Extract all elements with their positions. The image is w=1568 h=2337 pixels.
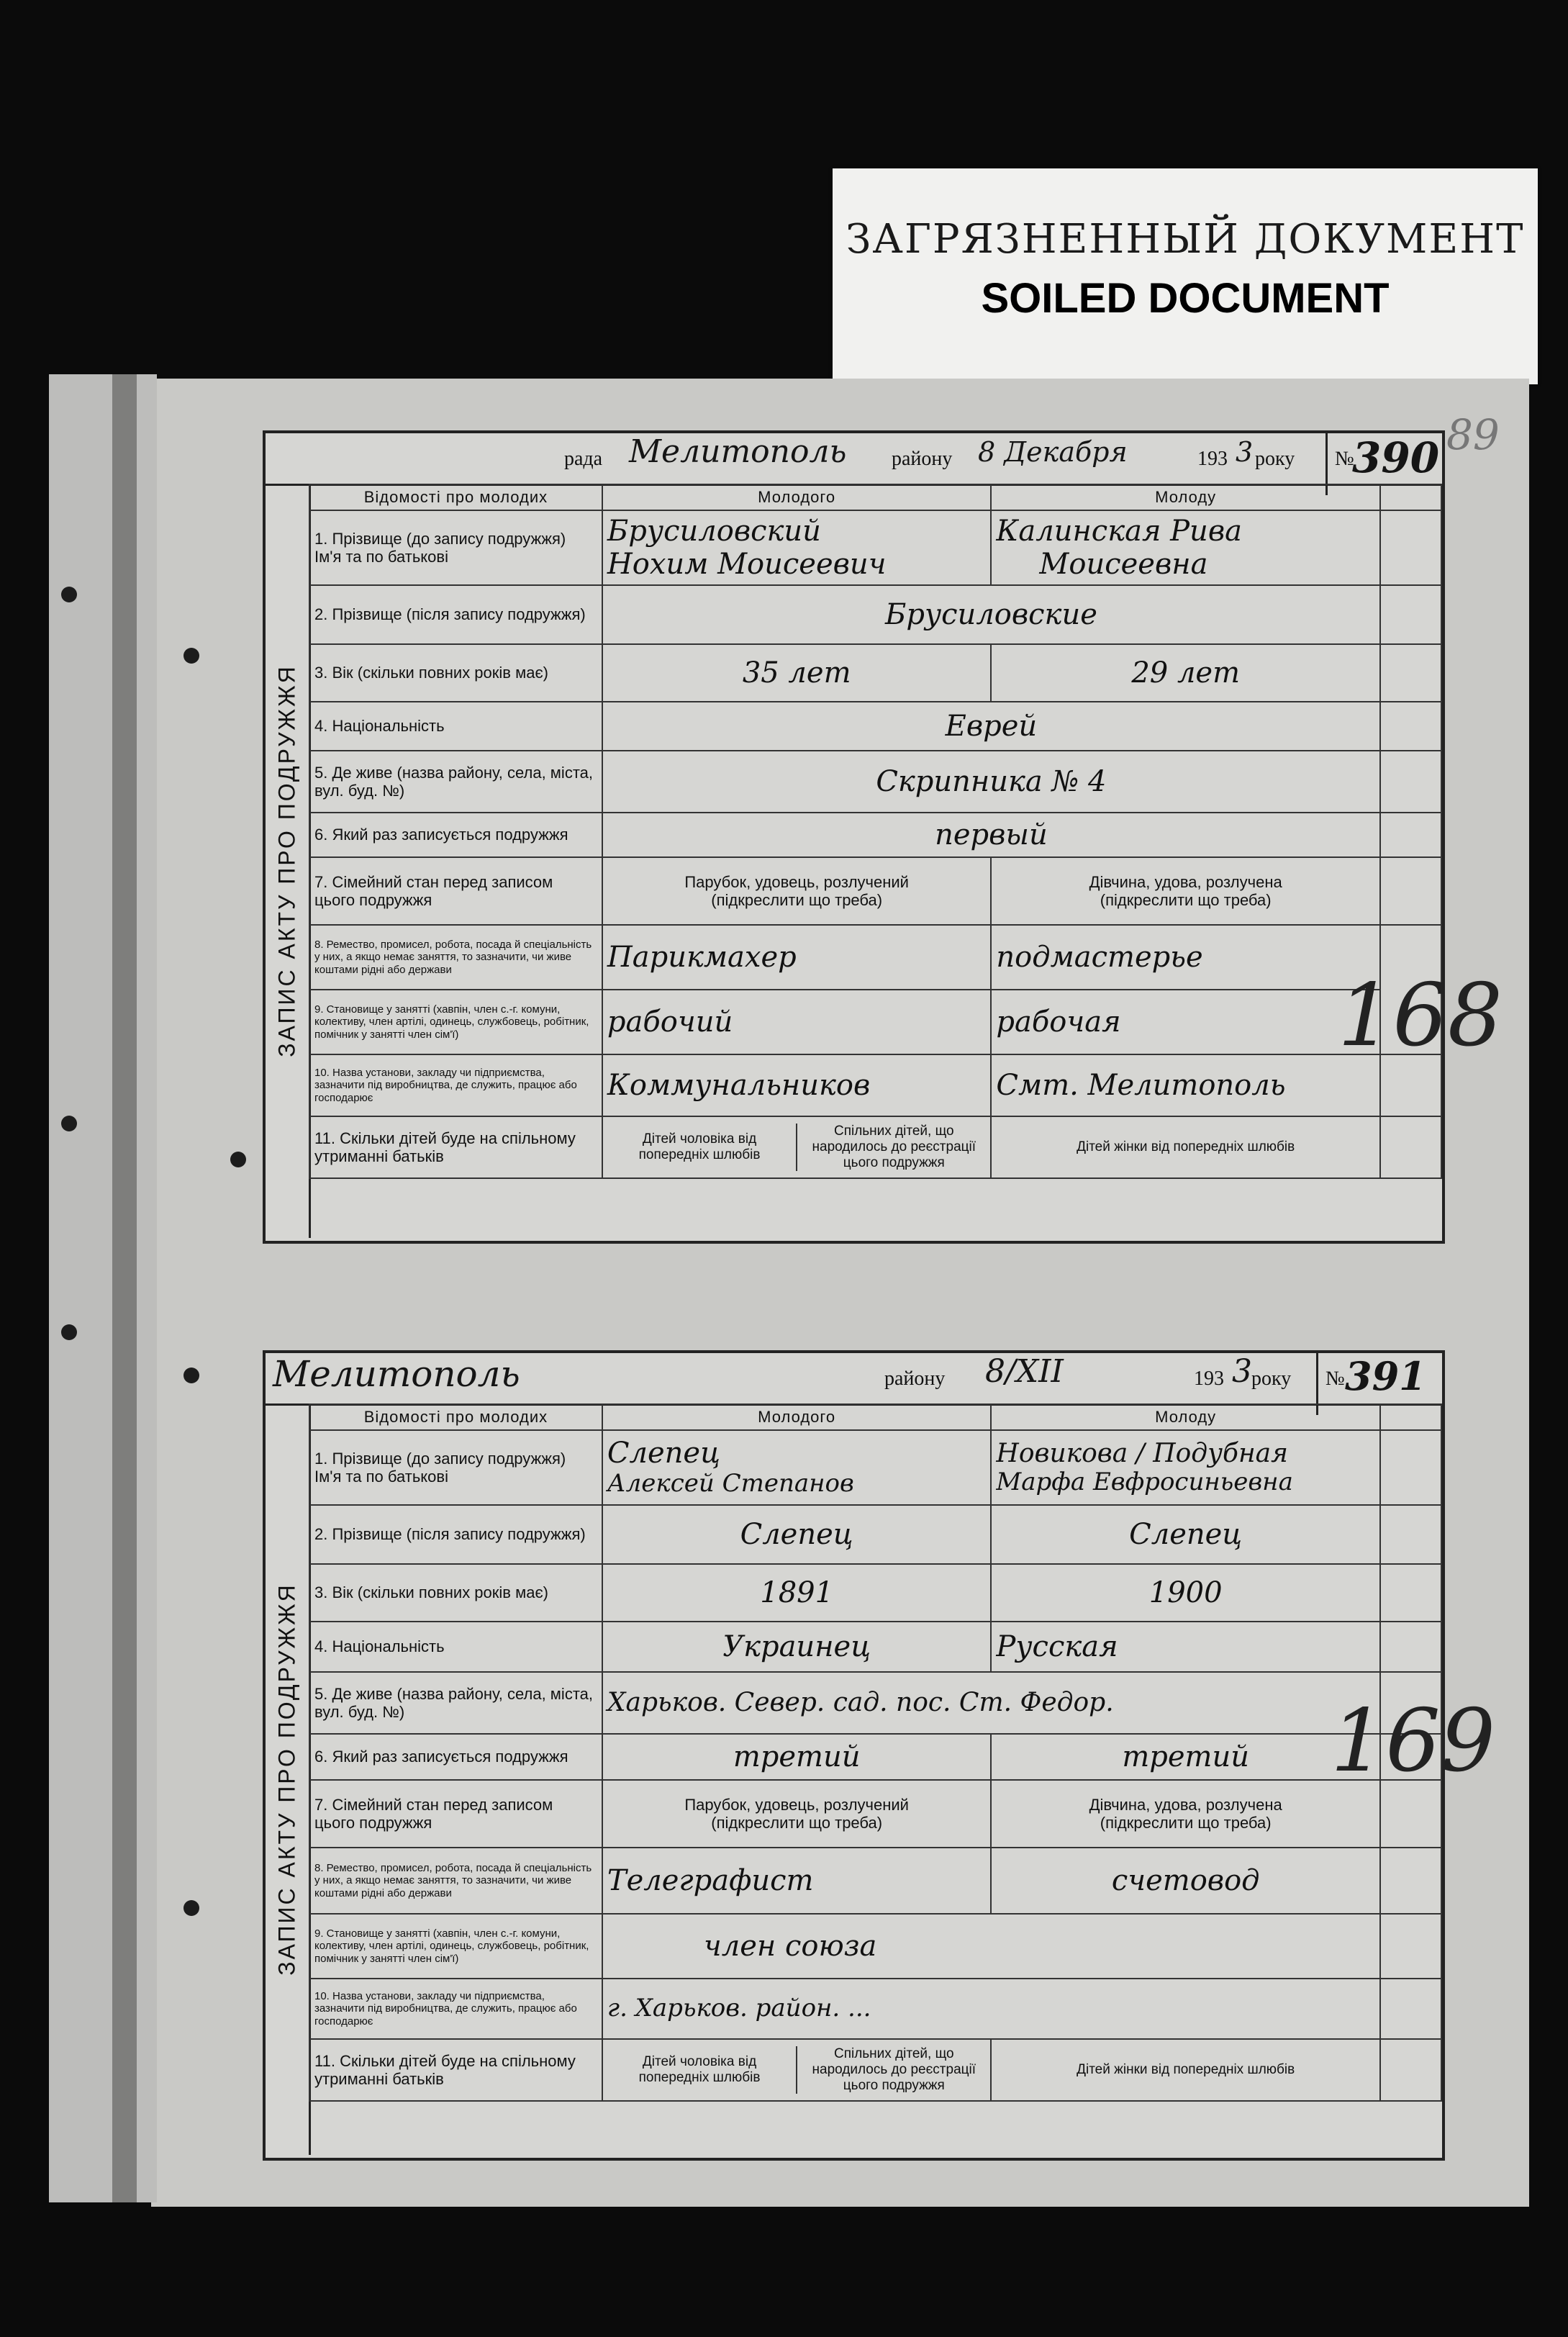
- q7: 7. Сімейний стан перед записом цього подружжя: [309, 1780, 602, 1848]
- groom-surname: Слепец: [607, 1437, 720, 1470]
- groom-nationality: Украинец: [722, 1630, 871, 1663]
- bride-trade: счетовод: [1111, 1864, 1260, 1897]
- q6: 6. Який раз записується подружжя: [309, 1734, 602, 1780]
- q9: 9. Становище у занятті (хавпін, член с.-г. комуни, колективу, член артілі, одинець, службовець, робітник, помічник у занятті член сім'ї): [309, 990, 602, 1054]
- times-married: первый: [935, 818, 1048, 851]
- record-number: 390: [1352, 433, 1440, 482]
- q4: 4. Національність: [309, 1622, 602, 1672]
- address: Харьков. Север. сад. пос. Ст. Федор.: [607, 1688, 1114, 1718]
- q6: 6. Який раз записується подружжя: [309, 813, 602, 857]
- margin-number: 168: [1338, 966, 1503, 1066]
- stamp-en: SOILED DOCUMENT: [981, 275, 1390, 322]
- bride-name: Моисеевна: [1039, 548, 1208, 581]
- rok-label: року: [1255, 448, 1295, 470]
- q3: 3. Вік (скільки повних років має): [309, 1564, 602, 1622]
- year-prefix: 193: [1197, 448, 1228, 470]
- q2: 2. Прізвище (після запису подружжя): [309, 585, 602, 644]
- raion-label: району: [884, 1368, 946, 1390]
- binding-hole: [61, 587, 77, 602]
- col-header-bride: Молоду: [991, 1404, 1380, 1430]
- place: Мелитополь: [273, 1353, 520, 1395]
- place: Мелитополь: [629, 433, 847, 470]
- number-label: №: [1325, 433, 1354, 495]
- address: Скрипника № 4: [876, 765, 1107, 798]
- binding-hole: [183, 1900, 199, 1916]
- bride-times: третий: [1122, 1740, 1250, 1773]
- year-prefix: 193: [1194, 1368, 1224, 1390]
- record-header: [266, 1353, 1442, 1406]
- record-header: [266, 433, 1442, 486]
- binding-hole: [183, 648, 199, 664]
- q7: 7. Сімейний стан перед записом цього подружжя: [309, 857, 602, 925]
- bride-name: Марфа Евфросиньевна: [996, 1468, 1293, 1497]
- groom-surname: Брусиловский: [607, 515, 821, 548]
- bride-trade: подмастерье: [996, 941, 1203, 974]
- q10: 10. Назва установи, закладу чи підприємства, зазначити під виробництва, де служить, працює або господарює: [309, 1979, 602, 2039]
- q9: 9. Становище у занятті (хавпін, член с.-г. комуни, колективу, член артілі, одинець, службовець, робітник, помічник у занятті член сім'ї): [309, 1914, 602, 1979]
- org: г. Харьков. район. ...: [607, 1994, 871, 2023]
- margin-number: 169: [1331, 1691, 1496, 1791]
- col-header: Відомості про молодих: [309, 1404, 602, 1430]
- bride-nationality: Русская: [996, 1630, 1118, 1663]
- stamp-ru: ЗАГРЯЗНЕННЫЙ ДОКУМЕНТ: [846, 216, 1525, 263]
- groom-name: Нохим Моисеевич: [607, 548, 887, 581]
- rada-label: рада: [564, 448, 603, 470]
- col-header-groom: Молодого: [602, 1404, 992, 1430]
- bride-age: 29 лет: [1131, 656, 1241, 690]
- date: 8 Декабря: [978, 436, 1128, 468]
- q8: 8. Ремество, промисел, робота, посада й спеціальність у них, а якщо немає заняття, то зазначити, чи живе коштами рідні або держави: [309, 925, 602, 990]
- q5: 5. Де живе (назва району, села, міста, вул. буд. №): [309, 1672, 602, 1734]
- groom-times: третий: [733, 1740, 861, 1773]
- bride-org: Смт. Мелитополь: [996, 1069, 1286, 1102]
- rok-label: року: [1251, 1368, 1292, 1390]
- soiled-document-label: [833, 168, 1538, 384]
- q11: 11. Скільки дітей буде на спільному утриманні батьків: [309, 1116, 602, 1178]
- groom-trade: Телеграфист: [607, 1864, 814, 1897]
- section-title: ЗАПИС АКТУ ПРО ПОДРУЖЖЯ: [266, 1403, 311, 2155]
- binding-hole: [230, 1152, 246, 1167]
- groom-trade: Парикмахер: [607, 941, 797, 974]
- binding-hole: [61, 1116, 77, 1131]
- q2: 2. Прізвище (після запису подружжя): [309, 1505, 602, 1564]
- bride-new-surname: Слепец: [1129, 1518, 1243, 1551]
- page-binding: [49, 374, 157, 2202]
- section-title: ЗАПИС АКТУ ПРО ПОДРУЖЖЯ: [266, 484, 311, 1238]
- bride-position: рабочая: [996, 1005, 1121, 1039]
- raion-label: району: [892, 448, 953, 470]
- q8: 8. Ремество, промисел, робота, посада й спеціальність у них, а якщо немає заняття, то зазначити, чи живе коштами рідні або держави: [309, 1848, 602, 1914]
- q11: 11. Скільки дітей буде на спільному утриманні батьків: [309, 2039, 602, 2101]
- corner-mark: 89: [1446, 410, 1500, 459]
- marriage-record-2: [263, 1350, 1496, 2161]
- bride-surname: Новикова / Подубная: [996, 1438, 1288, 1468]
- bride-surname: Калинская Рива: [996, 515, 1242, 548]
- record-table: Відомості про молодих Молодого Молоду 1. Прізвище (до запису подружжя) Ім'я та по батькові Слепец Алексей Степанов Новикова / Подубная Марфа Евфросиньевна 2. Прізвище (після запису подружжя) Слепец Слепец 3. Вік (скільки повних років має) 1891 1900 4. Національність Украинец Русская 5. Де живе (назва району, села, міста, вул. буд. №) Харьков. Север. сад. пос. Ст. Федор. 6. Який раз записується подружжя третий третий 7. Сімейний стан перед записом цього подружжя Парубок, удовець, розлучений (підкреслити що треба) Дівчина, удова, розлучена (підкреслити що треба) 8. Ремество, промисел, робота, посада й спеціальність у них, а якщо немає заняття, то зазначити, чи живе коштами рідні або держави Телеграфист счетовод 9. Становище у занятті (хавпін, член с.-г. комуни, колективу, член артілі, одинець, службовець, робітник, помічник у занятті член сім'ї) член союза 10. Назва установи, закладу чи підприємства, зазначити під виробництва, де служить, працює або господарює г. Харьков. район. ... 11. Скільки дітей буде на спільному утриманні батьків Дітей чоловіка від попередніх шлюбів Спільних дітей, що народилось до реєстрації цього подружжя Дітей жінки від попередніх шлюбів: [309, 1403, 1442, 2102]
- groom-name: Алексей Степанов: [607, 1469, 854, 1499]
- q5: 5. Де живе (назва району, села, міста, вул. буд. №): [309, 751, 602, 813]
- groom-age: 35 лет: [742, 656, 851, 690]
- q10: 10. Назва установи, закладу чи підприємства, зазначити під виробництва, де служить, працює або господарює: [309, 1054, 602, 1116]
- binding-hole: [183, 1368, 199, 1383]
- nationality: Еврей: [945, 710, 1038, 743]
- groom-position: рабочий: [607, 1005, 733, 1039]
- year-digit: 3: [1236, 436, 1254, 468]
- col-header-bride: Молоду: [991, 484, 1380, 510]
- position: член союза: [703, 1930, 877, 1963]
- binding-hole: [61, 1324, 77, 1340]
- groom-org: Коммунальников: [607, 1069, 871, 1102]
- q1: 1. Прізвище (до запису подружжя) Ім'я та по батькові: [309, 1430, 602, 1505]
- record-number: 391: [1345, 1353, 1426, 1399]
- bride-age: 1900: [1148, 1576, 1223, 1609]
- date: 8/XII: [985, 1353, 1064, 1390]
- q3: 3. Вік (скільки повних років має): [309, 644, 602, 702]
- number-label: №: [1316, 1353, 1345, 1415]
- year-digit: 3: [1232, 1353, 1252, 1390]
- q1: 1. Прізвище (до запису подружжя) Ім'я та по батькові: [309, 510, 602, 585]
- groom-age: 1891: [760, 1576, 834, 1609]
- record-table: Відомості про молодих Молодого Молоду 1. Прізвище (до запису подружжя) Ім'я та по батькові Брусиловский Нохим Моисеевич Калинская Рива Моисеевна 2. Прізвище (після запису подружжя) Брусиловские 3. Вік (скільки повних років має) 35 лет 29 лет 4. Національність Еврей 5. Де живе (назва району, села, міста, вул. буд. №) Скрипника № 4 6. Який раз записується подружжя первый 7. Сімейний стан перед записом цього подружжя Парубок, удовець, розлучений (підкреслити що треба) Дівчина, удова, розлучена (підкреслити що треба) 8. Ремество, промисел, робота, посада й спеціальність у них, а якщо немає заняття, то зазначити, чи живе коштами рідні або держави Парикмахер подмастерье 9. Становище у занятті (хавпін, член с.-г. комуни, колективу, член артілі, одинець, службовець, робітник, помічник у занятті член сім'ї) рабочий рабочая 10. Назва установи, закладу чи підприємства, зазначити під виробництва, де служить, працює або господарює Коммунальников Смт. Мелитополь 11. Скільки дітей буде на спільному утриманні батьків Дітей чоловіка від попередніх шлюбів Спільних дітей, що народилось до реєстрації цього подружжя Дітей жінки від попередніх шлюбів: [309, 484, 1442, 1179]
- col-header-groom: Молодого: [602, 484, 992, 510]
- new-surname: Брусиловские: [884, 598, 1097, 631]
- groom-new-surname: Слепец: [740, 1518, 853, 1551]
- col-header: Відомості про молодих: [309, 484, 602, 510]
- q4: 4. Національність: [309, 702, 602, 751]
